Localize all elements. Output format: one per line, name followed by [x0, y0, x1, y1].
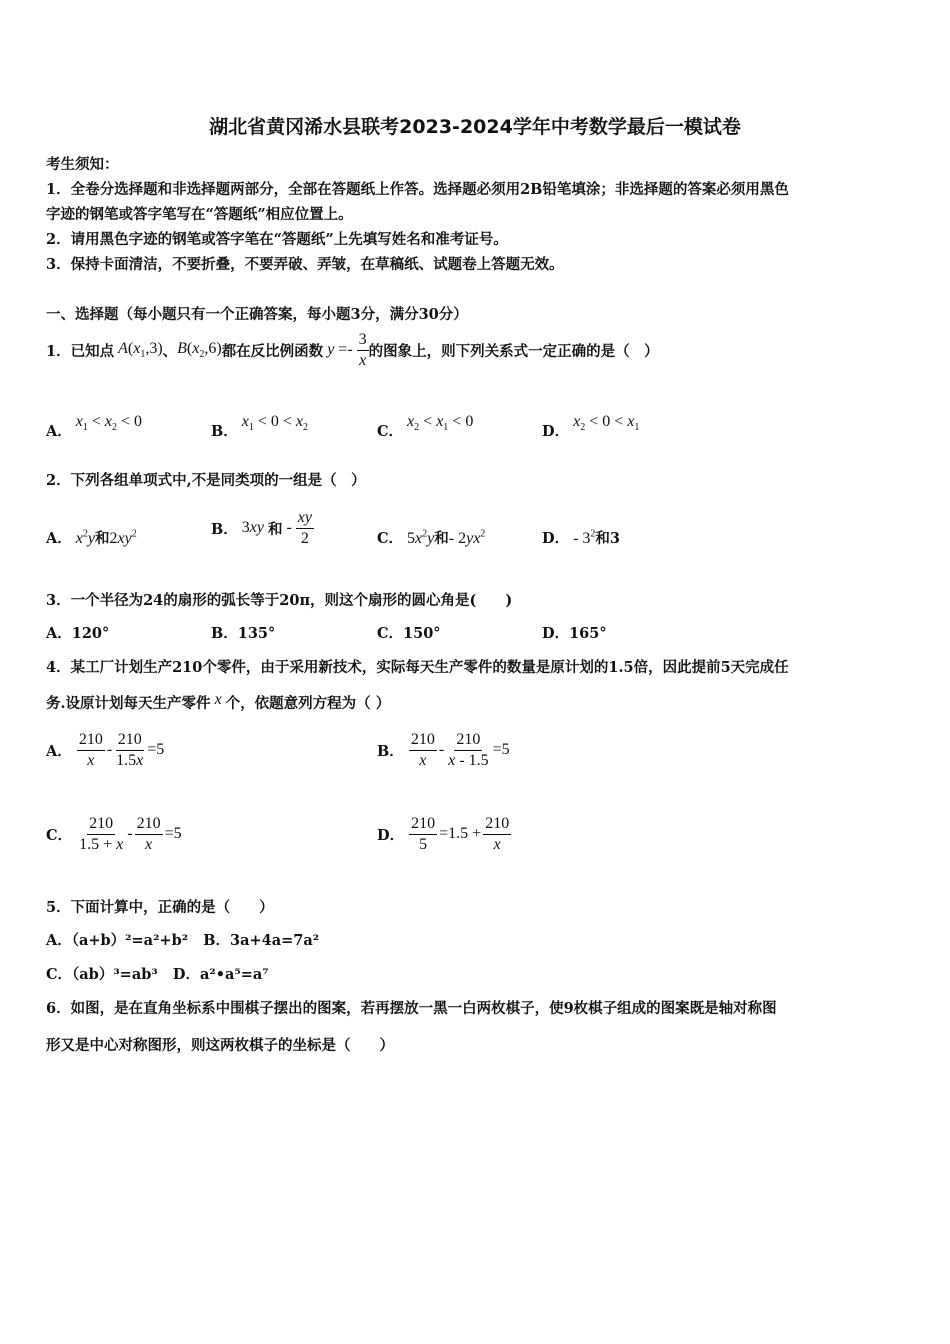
q5-options-row1 — [46, 929, 319, 950]
notice-item: 字迹的钢笔或答字笔写在“答题纸”相应位置上。 — [46, 206, 353, 223]
option-label: A． — [46, 742, 72, 760]
q5-option-b: B．3a+4a=7a² — [203, 932, 320, 949]
page-title: 湖北省黄冈浠水县联考2023-2024学年中考数学最后一模试卷 — [209, 116, 741, 138]
option-label: A． — [46, 423, 72, 440]
option-label: B． — [211, 520, 238, 538]
question-3: 3．一个半径为24的扇形的弧长等于20π，则这个扇形的圆心角是( ) — [46, 592, 513, 609]
and-word: 和 — [94, 530, 110, 547]
q2-option-d: D． - $3^2$和3 — [542, 528, 620, 547]
notice-item: 2．请用黑色字迹的钢笔或答字笔在“答题纸”上先填写姓名和准考证号。 — [46, 231, 508, 248]
q5-option-a: A．（a+b）²=a²+b² — [46, 932, 189, 949]
function-expression: y =- $\frac{3}{x}$ — [327, 330, 367, 369]
q4-option-b: B． $\frac{210}{x}$ - $\frac{210}{x - 1.5}$ =5 — [377, 730, 510, 769]
question-6-line1: 6．如图，是在直角坐标系中围棋子摆出的图案，若再摆放一黑一白两枚棋子，使9枚棋子组成的图案既是轴对称图 — [46, 1000, 777, 1017]
question-1 — [46, 328, 659, 372]
q1-mid: 都在反比例函数 — [221, 342, 324, 360]
option-label: D． — [542, 530, 570, 547]
q1-option-a: A． $x_1 < x_2 < 0$ — [46, 413, 143, 440]
option-label: D． — [377, 826, 405, 844]
option-label: C． — [46, 826, 73, 844]
and-word: 和 — [267, 520, 283, 538]
q1-option-b: B． $x_1 < 0 < x_2$ — [211, 413, 309, 440]
fraction: $\frac{xy}{2}$ — [297, 508, 312, 547]
fraction: $\frac{210}{5}$ — [411, 814, 436, 853]
notice-item: 3．保持卡面清洁，不要折叠，不要弄破、弄皱，在草稿纸、试题卷上答题无效。 — [46, 256, 564, 273]
fraction: $\frac{210}{1.5x}$ — [116, 730, 144, 769]
fraction: $\frac{210}{x}$ — [78, 730, 103, 769]
q4-option-d: D． $\frac{210}{5}$ =1.5 + $\frac{210}{x}$ — [377, 814, 510, 853]
question-4-line2: 务.设原计划每天生产零件 x 个，依题意列方程为（ ） — [46, 691, 391, 712]
q2-option-b: B． 3xy 和 - $\frac{xy}{2}$ — [211, 508, 312, 547]
question-6-line2: 形又是中心对称图形，则这两枚棋子的坐标是（ ） — [46, 1037, 394, 1054]
option-label: C． — [377, 423, 404, 440]
point-b: $B(x_2,6)$ — [177, 339, 222, 361]
q5-option-d: D．a²•a⁵=a⁷ — [172, 966, 269, 983]
fraction: $\frac{210}{x}$ — [485, 814, 510, 853]
q1-option-d: D． $x_2 < 0 < x_1$ — [542, 413, 640, 440]
fraction: $\frac{210}{x}$ — [136, 814, 161, 853]
q3-option-a: A．120° — [46, 625, 110, 642]
q2-option-a: A． $x^2y$和$2xy^2$ — [46, 528, 137, 547]
q1-suffix: 的图象上，则下列关系式一定正确的是（ ） — [368, 342, 659, 360]
q1-prefix: 1．已知点 — [46, 342, 115, 360]
and-word: 和3 — [595, 530, 620, 547]
q5-options-row2 — [46, 963, 269, 984]
q4-text: 个，依题意列方程为（ ） — [225, 695, 391, 712]
fraction: $\frac{3}{x}$ — [358, 330, 367, 369]
point-a: $A(x_1,3)$ — [118, 339, 163, 361]
fraction: $\frac{210}{1.5 + x}$ — [79, 814, 124, 853]
option-label: A． — [46, 530, 72, 547]
option-label: B． — [377, 742, 404, 760]
q1-option-c: C． $x_2 < x_1 < 0$ — [377, 413, 474, 440]
notice-item: 1．全卷分选择题和非选择题两部分，全部在答题纸上作答。选择题必须用2B铅笔填涂；非选择题的答案必须用黑色 — [46, 181, 789, 198]
and-word: 和 — [434, 530, 449, 547]
q1-sep: 、 — [162, 342, 178, 360]
q5-option-c: C．（ab）³=ab³ — [46, 966, 158, 983]
q3-option-d: D．165° — [542, 625, 607, 642]
option-label: D． — [542, 423, 570, 440]
question-5: 5．下面计算中，正确的是（ ） — [46, 899, 274, 916]
q2-option-c: C． $5x^2y$和- $2yx^2$ — [377, 528, 486, 547]
fraction: $\frac{210}{x}$ — [410, 730, 435, 769]
q4-option-c: C． $\frac{210}{1.5 + x}$ - $\frac{210}{x}$ =5 — [46, 814, 182, 853]
section-heading: 一、选择题（每小题只有一个正确答案，每小题3分，满分30分） — [46, 306, 468, 323]
option-label: B． — [211, 423, 238, 440]
fraction: $\frac{210}{x - 1.5}$ — [448, 730, 489, 769]
q3-option-b: B．135° — [211, 625, 276, 642]
option-label: C． — [377, 530, 404, 547]
q4-text: 务.设原计划每天生产零件 — [46, 695, 211, 712]
q3-option-c: C．150° — [377, 625, 441, 642]
question-4-line1: 4．某工厂计划生产210个零件，由于采用新技术，实际每天生产零件的数量是原计划的1.5倍，因此提前5天完成任 — [46, 659, 789, 676]
question-2: 2．下列各组单项式中,不是同类项的一组是（ ） — [46, 472, 366, 489]
q4-option-a: A． $\frac{210}{x}$ - $\frac{210}{1.5x}$ =5 — [46, 730, 165, 769]
notice-heading: 考生须知： — [46, 156, 119, 173]
